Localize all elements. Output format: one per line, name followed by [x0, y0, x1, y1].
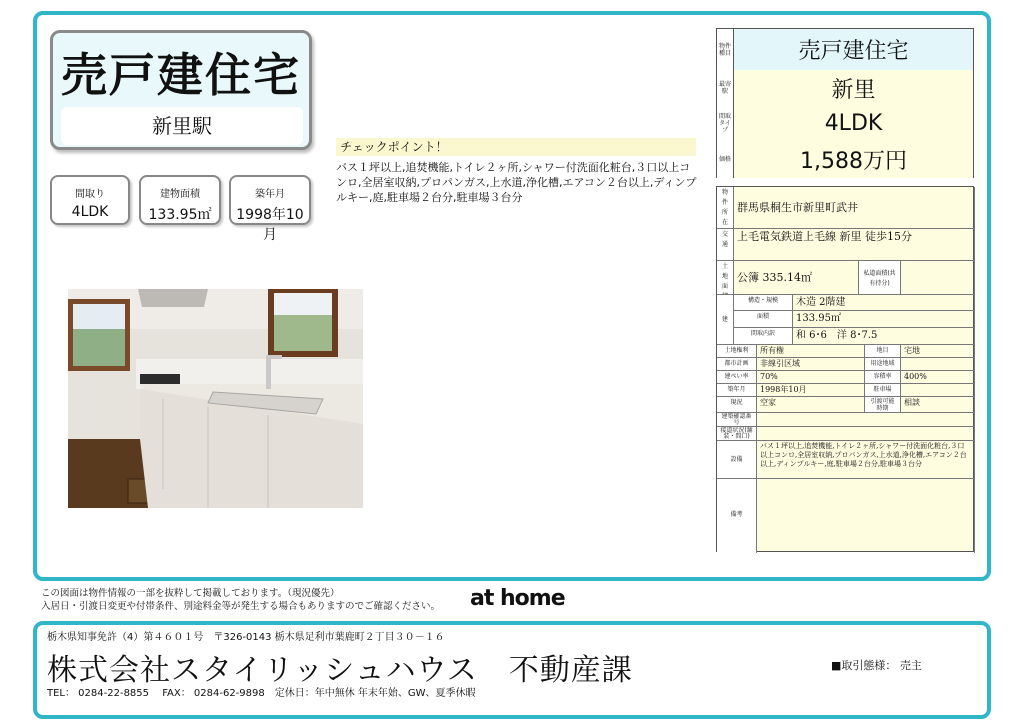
structure-value: 木造 2階建 — [793, 295, 975, 311]
land-right-value: 所有権 — [757, 345, 865, 358]
summary-row-layout — [717, 106, 973, 142]
building-label: 建 — [717, 295, 734, 345]
access-value: 上毛電気鉄道上毛線 新里 徒歩15分 — [734, 229, 975, 261]
spec-card-built — [229, 175, 311, 243]
access-label: 交通 — [717, 229, 734, 261]
land-value: 公簿 335.14㎡ — [734, 261, 859, 295]
summary-label: 間取タイプ — [717, 106, 734, 141]
private-road-label: 私道面積(共有持分) — [859, 261, 901, 295]
far-label: 容積率 — [865, 371, 901, 384]
company-name: 株式会社スタイリッシュハウス 不動産課 — [47, 653, 633, 688]
land-right-label: 土地権利 — [717, 345, 757, 358]
disclaimer-line-1: この図面は物件情報の一部を抜粋して掲載しております。（現況優先） — [41, 588, 340, 599]
contact-info: TEL： 0284-22-8855 FAX： 0284-62-9898 定休日：年中無休 年末年始、GW、夏季休暇 — [47, 688, 476, 699]
city-plan-label: 都市計画 — [717, 358, 757, 371]
land-category-value: 宅地 — [901, 345, 975, 358]
address-value: 群馬県桐生市新里町武井 — [734, 187, 975, 229]
floor-area-label: 面積 — [734, 311, 793, 328]
summary-row-station — [717, 70, 973, 107]
address-label: 物件所在 — [717, 187, 734, 229]
license-info: 栃木県知事免許（4）第４６０１号 〒326-0143 栃木県足利市葉鹿町２丁目３０－１６ — [47, 632, 445, 643]
disclaimer — [41, 587, 440, 613]
structure-label: 構造・規模 — [734, 295, 793, 311]
rooms-label: 間取内訳 — [734, 328, 793, 345]
remarks-label: 備考 — [717, 479, 757, 553]
spec-value: 1998年10月 — [236, 207, 304, 243]
summary-station: 新里 — [831, 77, 876, 103]
spec-label: 間取り — [75, 189, 105, 200]
spec-card-layout — [50, 175, 130, 225]
status-value: 空家 — [757, 397, 865, 413]
built-value: 1998年10月 — [757, 384, 865, 397]
handover-value: 相談 — [901, 397, 975, 413]
floor-area-value: 133.95㎡ — [793, 311, 975, 328]
handover-label: 引渡可能時期 — [865, 397, 901, 413]
station-name: 新里駅 — [61, 107, 303, 145]
checkpoint-body: バス１坪以上,追焚機能,トイレ２ヶ所,シャワー付洗面化粧台,３口以上コンロ,全居室収納,プロパンガス,上水道,浄化槽,エアコン２台以上,ディンプルキー,庭,駐車場２台分,駐車場３台分 — [336, 161, 697, 204]
athome-logo: at home — [470, 586, 565, 611]
built-label: 築年月 — [717, 384, 757, 397]
road-value — [757, 427, 975, 441]
spec-label: 建物面積 — [160, 189, 200, 200]
transaction-type: ■取引態様： 売主 — [831, 659, 922, 672]
summary-layout: 4LDK — [824, 111, 883, 136]
rooms-value: 和 6･6 洋 8･7.5 — [793, 328, 975, 345]
disclaimer-line-2: 入居日・引渡日変更や付帯条件、別途料金等が発生する場合もありますのでご確認ください。 — [41, 601, 441, 612]
land-label: 土地面 — [717, 261, 734, 295]
status-label: 現況 — [717, 397, 757, 413]
far-value: 400% — [901, 371, 975, 384]
zoning-label: 用途地域 — [865, 358, 901, 371]
summary-label: 物件種目 — [717, 29, 734, 70]
kitchen-photo-illustration — [68, 289, 363, 508]
summary-row-type — [717, 29, 973, 71]
city-plan-value: 非線引区域 — [757, 358, 865, 371]
property-type-title: 売戸建住宅 — [61, 48, 301, 102]
summary-table — [716, 28, 974, 178]
parking-label: 駐車場 — [865, 384, 901, 397]
land-category-label: 地目 — [865, 345, 901, 358]
details-table — [716, 186, 974, 552]
private-road-value — [901, 261, 975, 295]
spec-label: 築年月 — [255, 189, 285, 200]
summary-label: 最寄駅 — [717, 70, 734, 106]
parking-value — [901, 384, 975, 397]
equipment-label: 設備 — [717, 441, 757, 479]
spec-value: 4LDK — [71, 204, 109, 220]
confirm-label: 建築確認番号 — [717, 413, 757, 427]
checkpoint-title: チェックポイント！ — [336, 138, 696, 156]
summary-row-price — [717, 141, 973, 178]
summary-price: 1,588万円 — [800, 149, 907, 174]
spec-value: 133.95㎡ — [148, 207, 212, 223]
kitchen-photo — [68, 289, 363, 508]
summary-type: 売戸建住宅 — [798, 39, 909, 64]
road-label: 接道状況(舗装・間口) — [717, 427, 757, 441]
spec-card-area — [139, 175, 221, 225]
zoning-value — [901, 358, 975, 371]
coverage-label: 建ぺい率 — [717, 371, 757, 384]
remarks-value — [757, 479, 975, 553]
equipment-value: バス１坪以上,追焚機能,トイレ２ヶ所,シャワー付洗面化粧台,３口以上コンロ,全居室収納,プロパンガス,上水道,浄化槽,エアコン２台以上,ディンプルキー,庭,駐車場２台分,駐車場３台分 — [757, 441, 975, 479]
coverage-value: 70% — [757, 371, 865, 384]
summary-label: 価格 — [717, 141, 734, 178]
title-card — [50, 30, 312, 150]
confirm-value — [757, 413, 975, 427]
